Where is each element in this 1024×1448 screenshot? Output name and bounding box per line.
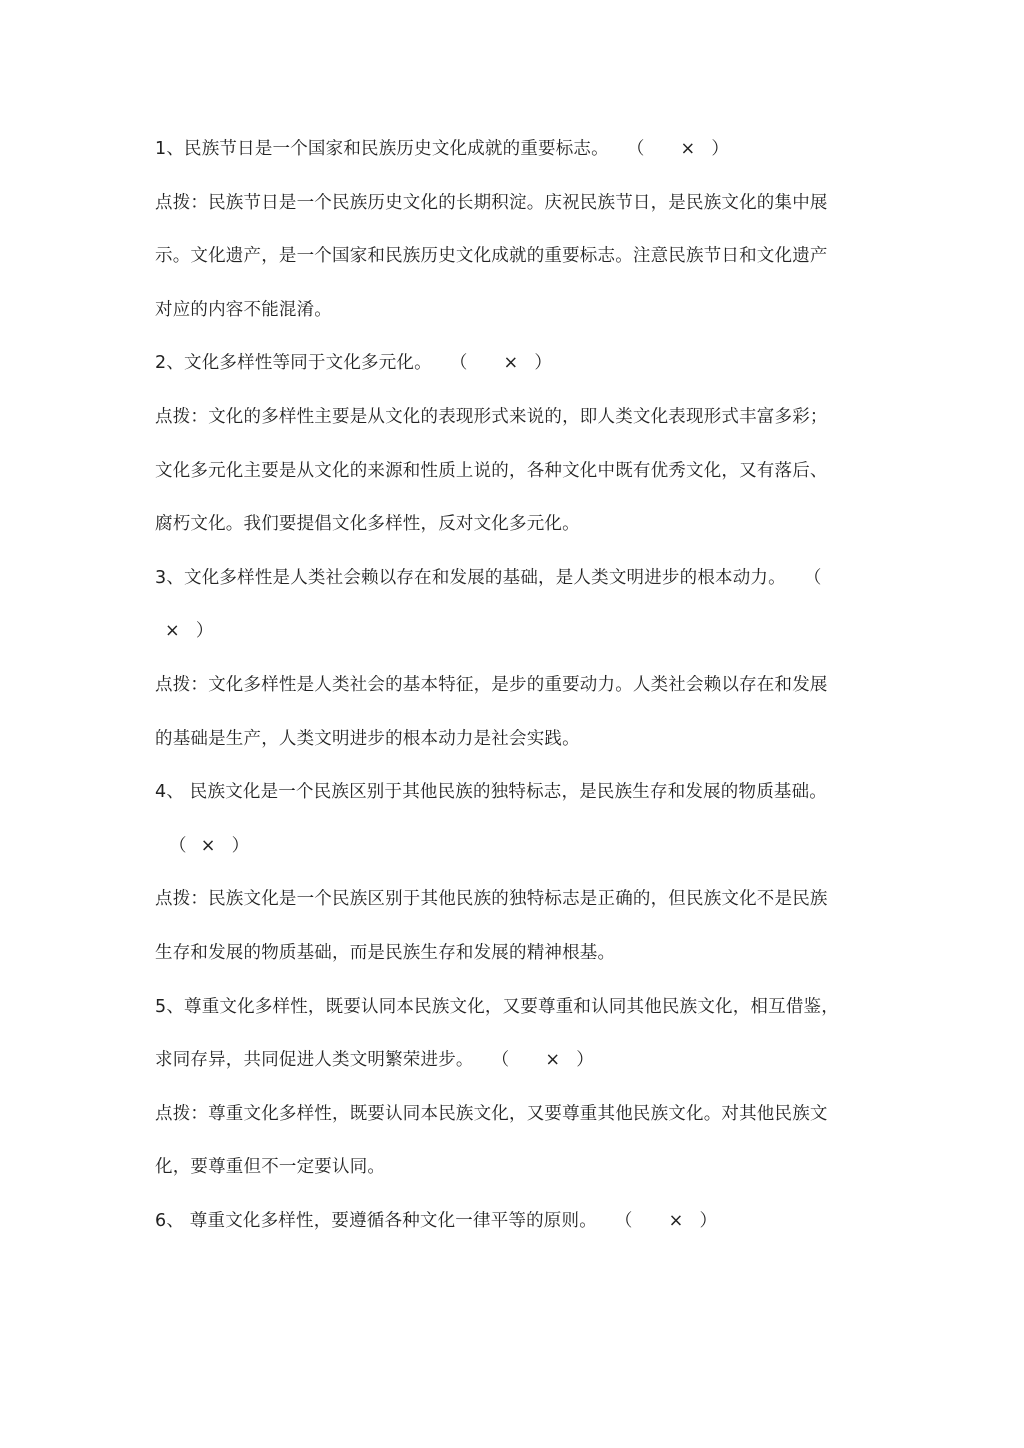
hint-1-line-3: 对应的内容不能混淆。 [155,299,332,320]
question-3-paren-close: ） [195,621,214,642]
hint-3-line-1: 点拨：文化多样性是人类社会的基本特征，是步的重要动力。人类社会赖以存在和发展 [155,674,828,695]
question-4-paren-open: （ [169,835,187,856]
hint-2-line-1: 点拨：文化的多样性主要是从文化的表现形式来说的，即人类文化表现形式丰富多彩； [155,406,828,427]
question-3-paren-open: （ [803,567,822,588]
question-1 [155,123,870,177]
question-3 [155,552,870,606]
question-6-paren-open: （ [614,1210,633,1231]
question-5-answer-mark: × [545,1050,561,1071]
hint-1-line-2: 示。文化遗产，是一个国家和民族历史文化成就的重要标志。注意民族节日和文化遗产 [155,246,828,267]
question-2 [155,337,870,391]
hint-2-line-3: 腐朽文化。我们要提倡文化多样性，反对文化多元化。 [155,514,580,535]
question-3-wrap [155,605,870,659]
question-6-paren-close: ） [699,1210,718,1231]
question-5-paren-open: （ [491,1050,510,1071]
question-1-text: 1、民族节日是一个国家和民族历史文化成就的重要标志。 [155,139,609,159]
question-3-answer-mark: × [165,621,180,642]
question-1-answer-mark: × [680,139,696,159]
hint-5-line-2: 化，要尊重但不一定要认同。 [155,1157,386,1178]
question-3-text: 3、文化多样性是人类社会赖以存在和发展的基础，是人类文明进步的根本动力。 [155,567,786,588]
question-4-answer-mark: × [200,835,216,856]
question-4 [155,766,870,820]
question-6 [155,1195,870,1249]
question-4-paren-close: ） [231,835,250,856]
question-1-paren-close: ） [711,139,730,159]
hint-5-line-1: 点拨：尊重文化多样性，既要认同本民族文化，又要尊重其他民族文化。对其他民族文 [155,1103,828,1124]
hint-2-line-2: 文化多元化主要是从文化的来源和性质上说的，各种文化中既有优秀文化，又有落后、 [155,460,828,481]
question-5-paren-close: ） [576,1050,594,1071]
hint-3-line-2: 的基础是生产，人类文明进步的根本动力是社会实践。 [155,728,580,749]
hint-4-line-1: 点拨：民族文化是一个民族区别于其他民族的独特标志是正确的，但民族文化不是民族 [155,889,828,910]
question-4-text: 4、 民族文化是一个民族区别于其他民族的独特标志，是民族生存和发展的物质基础。 [155,782,827,803]
question-2-text: 2、文化多样性等同于文化多元化。 [155,353,432,374]
hint-1-line-1: 点拨：民族节日是一个民族历史文化的长期积淀。庆祝民族节日，是民族文化的集中展 [155,192,828,213]
document-content [155,123,870,1248]
question-5-text: 求同存异，共同促进人类文明繁荣进步。 [155,1050,474,1071]
question-2-paren-close: ） [534,353,553,374]
question-2-answer-mark: × [503,353,519,374]
question-5-line-2 [155,1034,870,1088]
question-2-paren-open: （ [449,353,468,374]
question-5-line-1: 5、尊重文化多样性，既要认同本民族文化，又要尊重和认同其他民族文化，相互借鉴， [155,996,839,1017]
hint-4-line-2: 生存和发展的物质基础，而是民族生存和发展的精神根基。 [155,942,616,963]
question-4-wrap [155,820,870,874]
question-1-paren-open: （ [626,139,645,159]
question-6-answer-mark: × [668,1210,684,1231]
question-6-text: 6、 尊重文化多样性，要遵循各种文化一律平等的原则。 [155,1210,597,1231]
